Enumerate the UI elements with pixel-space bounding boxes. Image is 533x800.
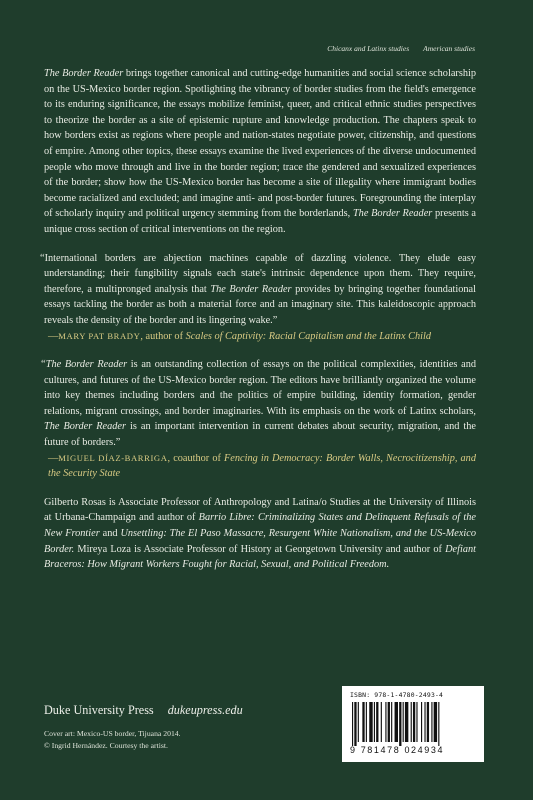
barcode-stripe [427, 702, 429, 742]
book-description [44, 66, 476, 238]
barcode-bars-icon [350, 702, 476, 746]
category-chicanx-latinx: Chicanx and Latinx studies [327, 44, 410, 53]
barcode-stripe [391, 702, 392, 742]
barcode-stripe [403, 702, 404, 742]
isbn-barcode [342, 686, 484, 762]
barcode-stripe [374, 702, 375, 742]
publisher-url: dukeupress.edu [167, 703, 243, 717]
subject-categories [327, 44, 475, 53]
barcode-stripe [434, 702, 437, 742]
barcode-digits: 9 781478 024934 [350, 745, 445, 755]
barcode-stripe [413, 702, 415, 742]
blurb-2-role: , coauthor of [167, 452, 225, 464]
publisher-line [44, 703, 243, 718]
barcode-stripe [399, 702, 401, 746]
blurb-2-title: “The Border Reader [40, 359, 128, 371]
blurb-1-role: , author of [140, 330, 186, 342]
editor-bios [44, 495, 476, 573]
blurb-1-attribution [44, 329, 476, 345]
barcode-stripe [381, 702, 382, 742]
blurb-2-author: MIGUEL DÍAZ-BARRIGA [58, 452, 168, 463]
bio-text-b: and [99, 528, 121, 540]
description-text-2: presents a unique cross section of critical interventions on the region. [44, 208, 476, 235]
blurb-1-title: The Border Reader [210, 283, 292, 295]
attribution-dash: — [48, 330, 59, 342]
book-title-2: The Border Reader [352, 208, 433, 220]
barcode-stripe [405, 702, 408, 742]
blurb-2-book: Fencing in Democracy: Border Walls, Necrocitizenship, and the Security State [48, 452, 476, 480]
blurb-diaz-barriga [40, 357, 476, 482]
credit-line-2: © Ingrid Hernández. Courtesy the artist. [44, 741, 168, 751]
barcode-stripe [431, 702, 432, 742]
barcode-stripe [366, 702, 367, 742]
bio-book-2: Unsettling: The El Paso Massacre, Resurgent White Nationalism, and the US-Mexico Border. [44, 528, 476, 555]
bio-book-1: Barrio Libre: Criminalizing States and Delinquent Refusals of the New Frontier [44, 512, 476, 540]
bio-book-3: Defiant Braceros: How Migrant Workers Fought for Racial, Sexual, and Political Freedom. [44, 543, 476, 571]
publisher-name: Duke University Press [44, 703, 154, 717]
bio-text-c: Mireya Loza is Associate Professor of History at Georgetown University and author of [74, 543, 446, 555]
blurb-2-attribution [44, 451, 476, 482]
barcode-stripe [395, 702, 398, 742]
barcode-stripe [362, 702, 364, 742]
blurb-1-author: MARY PAT BRADY [58, 330, 141, 341]
barcode-stripe [369, 702, 372, 742]
barcode-stripe [411, 702, 412, 742]
barcode-stripe [416, 702, 417, 742]
barcode-stripe [421, 702, 422, 742]
barcode-stripe [388, 702, 390, 742]
blurb-2-text-b: is an important intervention in current debates about security, migration, and the future of borders.” [44, 421, 476, 449]
blurb-1-book: Scales of Captivity: Racial Capitalism and the Latinx Child [185, 330, 431, 342]
barcode-stripe [438, 702, 439, 746]
book-title: The Border Reader [44, 68, 124, 79]
blurb-brady [40, 251, 476, 345]
blurb-2-text-a: is an outstanding collection of essays on the political complexities, identities and cultures, and futures of the US-Mexico border region. The editors have brilliantly organized the volume into key themes including borders and the politics of empire building, identity formation, gender relations, migrant crossings, and border imaginaries. With its emphasis on the work of Latinx scholars, [44, 359, 476, 417]
blurb-2-title-2: The Border Reader [44, 421, 126, 433]
barcode-stripe [358, 702, 359, 742]
barcode-stripe [352, 702, 353, 746]
credit-line-1: Cover art: Mexico-US border, Tijuana 2014. [44, 729, 181, 738]
cover-art-credit [44, 728, 181, 753]
isbn-text: ISBN: 978-1-4780-2493-4 [350, 691, 444, 699]
barcode-stripe [424, 702, 425, 742]
bio-text-a: Gilberto Rosas is Associate Professor of Anthropology and Latina/o Studies at the University of Illinois at Urbana-Champaign and author of [44, 496, 476, 524]
category-american-studies: American studies [423, 44, 475, 53]
description-text-1: brings together canonical and cutting-edge humanities and social science scholarship on the US-Mexico border region. Spotlighting the vibrancy of border studies from the field's emergence to its enduring significance, the essays mobilize feminist, queer, and critical ethnic studies perspectives to theorize the border as a site of epistemic rupture and knowledge production. The chapters speak to how borders exist as regions where people and nation-states negotiate power, citizenship, and questions of empire. Among other topics, these essays examine the lived experiences of the diverse undocumented people who move through and live in the border region; trace the gendered and sexualized experiences of the border; show how the US-Mexico border has become a site of illegality where immigrant bodies become racialized and excluded; and imagine anti- and post-border futures. Foregrounding the interplay of scholarly inquiry and political urgency stemming from the borderlands, [44, 68, 476, 220]
barcode-stripe [385, 702, 386, 742]
attribution-dash-2: — [48, 452, 59, 464]
blurb-1-text-a: “International borders are abjection machines capable of dazzling violence. They elude easy understanding; their fungibility signals each state's intrinsic dependence upon them. They require, therefore, a multipronged analysis that [40, 252, 476, 295]
barcode-stripe [354, 702, 356, 746]
back-cover-text [40, 66, 476, 573]
blurb-1-text-b: provides by bringing together foundational essays tackling the border as both a material force and an imaginary site. This kaleidoscopic approach reveals the density of the border and its lingering wake.” [44, 283, 476, 326]
barcode-stripe [376, 702, 378, 742]
